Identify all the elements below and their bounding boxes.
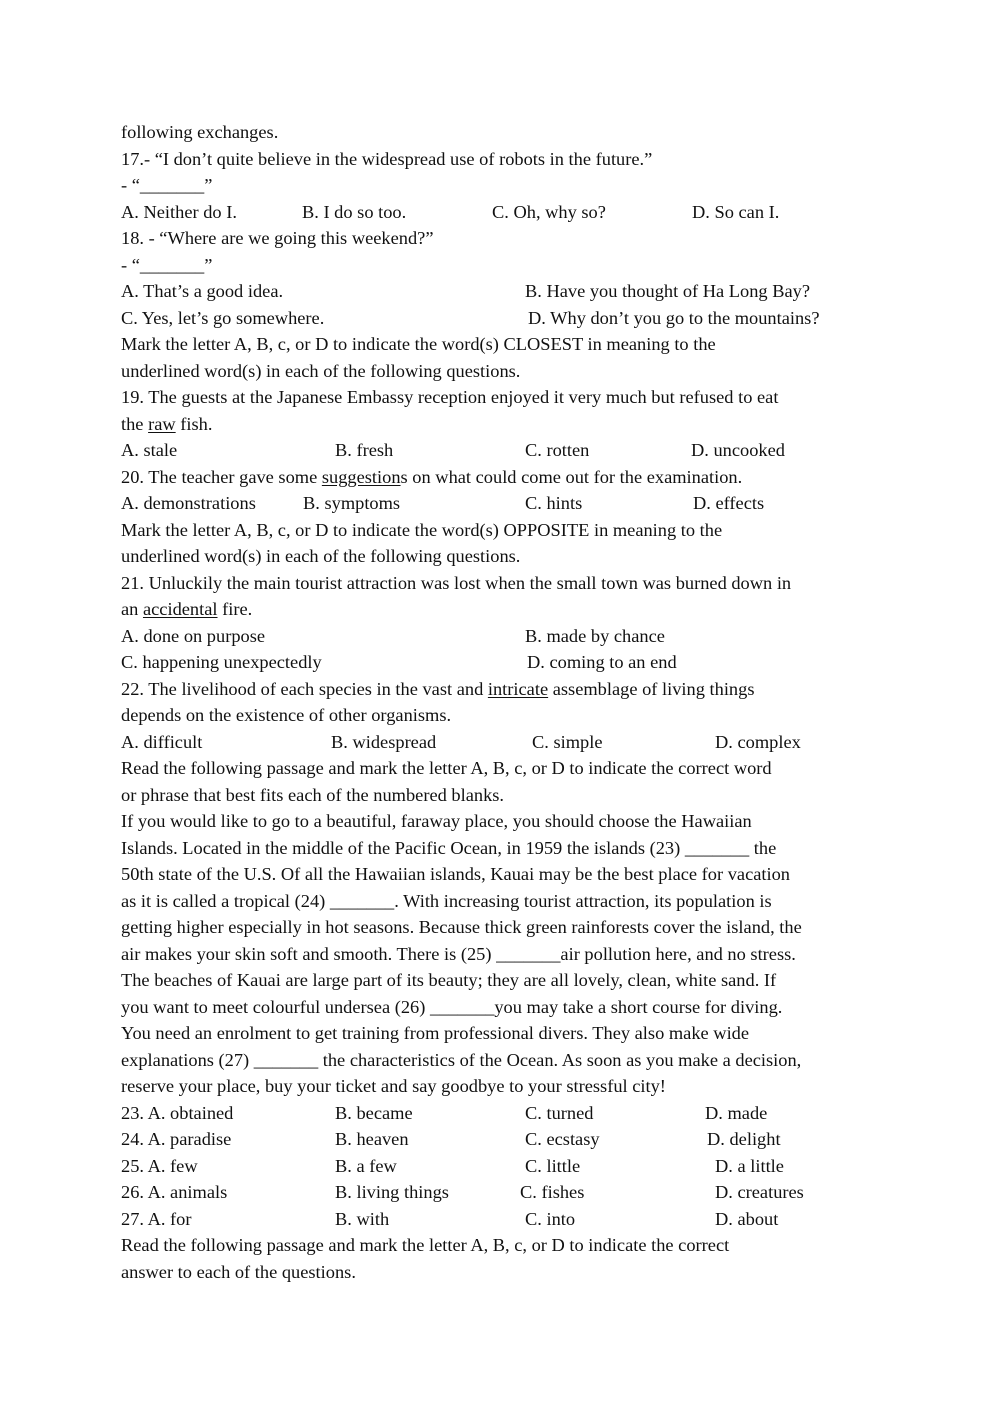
q24-option-a[interactable]: 24. A. paradise xyxy=(121,1129,232,1149)
q17-options xyxy=(121,199,881,226)
opposite-instruction-line2: underlined word(s) in each of the following questions. xyxy=(121,546,521,566)
q26-option-d[interactable]: D. creatures xyxy=(715,1182,804,1202)
q20-option-c[interactable]: C. hints xyxy=(525,493,583,513)
q24-option-b[interactable]: B. heaven xyxy=(335,1129,409,1149)
q23-option-b[interactable]: B. became xyxy=(335,1102,413,1123)
q18-reply: - “_______” xyxy=(121,254,213,275)
worksheet-page xyxy=(121,119,881,1285)
q19-option-b[interactable]: B. fresh xyxy=(335,440,394,460)
q17-option-a[interactable]: A. Neither do I. xyxy=(121,201,237,222)
q19-stem-line1: 19. The guests at the Japanese Embassy reception enjoyed it very much but refused to eat xyxy=(121,387,779,407)
q21-option-c[interactable]: C. happening unexpectedly xyxy=(121,652,322,672)
q26-option-a[interactable]: 26. A. animals xyxy=(121,1182,228,1202)
q22-post: assemblage of living things xyxy=(548,678,755,699)
q18-option-b[interactable]: B. Have you thought of Ha Long Bay? xyxy=(525,281,811,301)
passage-line: you want to meet colourful undersea (26) _______you may take a short course for diving. xyxy=(121,996,783,1017)
q20-stem xyxy=(121,464,881,491)
q22-option-d[interactable]: D. complex xyxy=(715,731,801,752)
q21-option-a[interactable]: A. done on purpose xyxy=(121,625,266,646)
closest-instruction-line1: Mark the letter A, B, c, or D to indicate the word(s) CLOSEST in meaning to the xyxy=(121,334,716,354)
q20-options xyxy=(121,490,881,517)
q20-pre: 20. The teacher gave some xyxy=(121,466,322,487)
q25-option-c[interactable]: C. little xyxy=(525,1155,581,1176)
q25-option-d[interactable]: D. a little xyxy=(715,1155,784,1176)
q21-post: fire. xyxy=(217,599,253,619)
q19-option-d[interactable]: D. uncooked xyxy=(691,440,785,460)
q22-pre: 22. The livelihood of each species in the vast and xyxy=(121,678,488,699)
final-instruction-line1: Read the following passage and mark the letter A, B, c, or D to indicate the correct xyxy=(121,1235,730,1255)
q17-option-b[interactable]: B. I do so too. xyxy=(302,201,407,222)
opposite-instruction-line1: Mark the letter A, B, c, or D to indicate the word(s) OPPOSITE in meaning to the xyxy=(121,519,723,540)
q18-options-row2 xyxy=(121,305,881,332)
q19-underlined-word: raw xyxy=(148,413,176,434)
q22-option-a[interactable]: A. difficult xyxy=(121,731,203,752)
passage-line: reserve your place, buy your ticket and say goodbye to your stressful city! xyxy=(121,1076,666,1096)
q19-option-a[interactable]: A. stale xyxy=(121,440,178,460)
q21-underlined-word: accidental xyxy=(142,599,218,619)
q17-option-c[interactable]: C. Oh, why so? xyxy=(492,201,606,222)
q26-option-b[interactable]: B. living things xyxy=(335,1182,449,1202)
q26-options xyxy=(121,1179,881,1206)
passage-line: as it is called a tropical (24) _______. With increasing tourist attraction, its population is xyxy=(121,890,772,911)
q21-stem-line2 xyxy=(121,596,881,623)
q19-option-c[interactable]: C. rotten xyxy=(525,440,590,460)
q22-stem-line1 xyxy=(121,676,881,703)
q17-option-d[interactable]: D. So can I. xyxy=(692,201,780,222)
q25-option-b[interactable]: B. a few xyxy=(335,1155,397,1176)
passage-instruction-line1: Read the following passage and mark the letter A, B, c, or D to indicate the correct word xyxy=(121,758,772,778)
q20-underlined-word: suggestion xyxy=(321,466,401,487)
passage-line: If you would like to go to a beautiful, faraway place, you should choose the Hawaiian xyxy=(121,811,752,831)
q18-option-d[interactable]: D. Why don’t you go to the mountains? xyxy=(528,307,820,328)
q25-option-a[interactable]: 25. A. few xyxy=(121,1155,198,1176)
q23-option-c[interactable]: C. turned xyxy=(525,1102,594,1123)
passage-line: getting higher especially in hot seasons. Because thick green rainforests cover the island, the xyxy=(121,917,802,937)
q20-post: s on what could come out for the examination. xyxy=(400,466,743,487)
q23-option-d[interactable]: D. made xyxy=(705,1102,768,1123)
q17-reply: - “_______” xyxy=(121,175,213,195)
q22-stem-line2: depends on the existence of other organisms. xyxy=(121,705,452,725)
q22-option-b[interactable]: B. widespread xyxy=(331,731,437,752)
final-instruction-line2: answer to each of the questions. xyxy=(121,1261,356,1282)
q23-option-a[interactable]: 23. A. obtained xyxy=(121,1102,234,1123)
q21-option-b[interactable]: B. made by chance xyxy=(525,625,665,646)
q27-option-b[interactable]: B. with xyxy=(335,1208,390,1229)
q27-option-d[interactable]: D. about xyxy=(715,1208,779,1229)
passage-line: Islands. Located in the middle of the Pacific Ocean, in 1959 the islands (23) _______ the xyxy=(121,837,777,858)
q21-pre: an xyxy=(121,599,143,619)
q21-options-row1 xyxy=(121,623,881,650)
q22-options xyxy=(121,729,881,756)
intro-tail: following exchanges. xyxy=(121,122,279,142)
q20-option-a[interactable]: A. demonstrations xyxy=(121,493,256,513)
q20-option-b[interactable]: B. symptoms xyxy=(303,493,401,513)
passage-line: air makes your skin soft and smooth. There is (25) _______air pollution here, and no stress. xyxy=(121,943,796,964)
q21-options-row2 xyxy=(121,649,881,676)
q22-option-c[interactable]: C. simple xyxy=(532,731,603,752)
q27-option-a[interactable]: 27. A. for xyxy=(121,1208,192,1229)
q24-option-d[interactable]: D. delight xyxy=(707,1129,781,1149)
q19-pre: the xyxy=(121,413,149,434)
q27-options xyxy=(121,1206,881,1233)
passage-line: You need an enrolment to get training from professional divers. They also make wide xyxy=(121,1023,750,1043)
q19-options xyxy=(121,437,881,464)
q19-stem-line2 xyxy=(121,411,881,438)
passage-line: The beaches of Kauai are large part of its beauty; they are all lovely, clean, white sand. If xyxy=(121,970,777,990)
q22-underlined-word: intricate xyxy=(487,678,549,699)
q19-post: fish. xyxy=(175,413,213,434)
q18-stem: 18. - “Where are we going this weekend?” xyxy=(121,228,434,248)
q21-stem-line1: 21. Unluckily the main tourist attraction was lost when the small town was burned down in xyxy=(121,572,792,593)
q25-options xyxy=(121,1153,881,1180)
q18-option-a[interactable]: A. That’s a good idea. xyxy=(121,281,284,301)
q23-options xyxy=(121,1100,881,1127)
q17-stem: 17.- “I don’t quite believe in the widespread use of robots in the future.” xyxy=(121,148,653,169)
q24-options xyxy=(121,1126,881,1153)
q18-option-c[interactable]: C. Yes, let’s go somewhere. xyxy=(121,307,325,328)
q18-options-row1 xyxy=(121,278,881,305)
q24-option-c[interactable]: C. ecstasy xyxy=(525,1129,600,1149)
q20-option-d[interactable]: D. effects xyxy=(693,493,765,513)
q26-option-c[interactable]: C. fishes xyxy=(520,1182,585,1202)
passage-line: explanations (27) _______ the characteristics of the Ocean. As soon as you make a decision, xyxy=(121,1049,802,1070)
q27-option-c[interactable]: C. into xyxy=(525,1208,576,1229)
closest-instruction-line2: underlined word(s) in each of the following questions. xyxy=(121,360,521,381)
q21-option-d[interactable]: D. coming to an end xyxy=(527,652,677,672)
passage-line: 50th state of the U.S. Of all the Hawaiian islands, Kauai may be the best place for vacation xyxy=(121,864,791,884)
passage-instruction-line2: or phrase that best fits each of the numbered blanks. xyxy=(121,784,505,805)
